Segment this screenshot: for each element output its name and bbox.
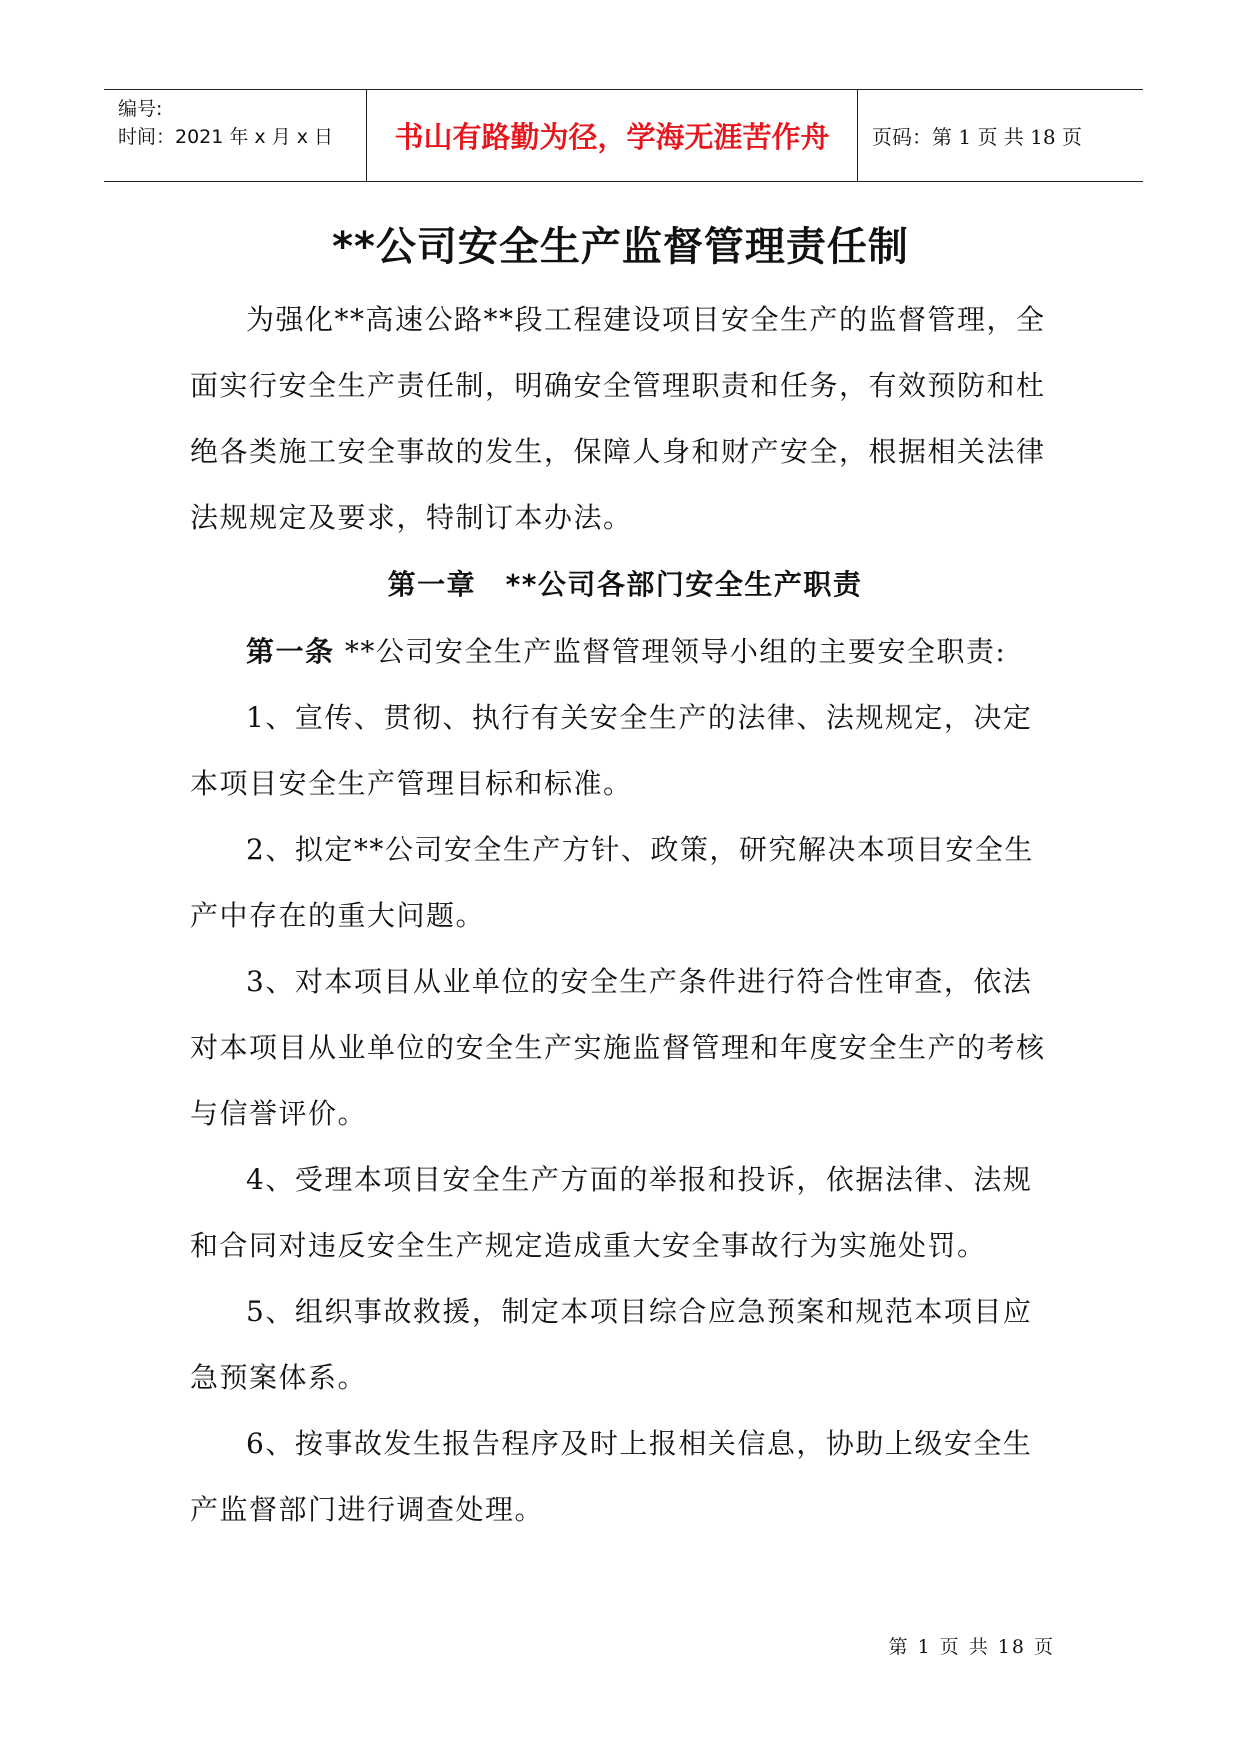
- number-label: 编号:: [118, 98, 163, 120]
- chapter-heading: 第一章 **公司各部门安全生产职责: [387, 568, 863, 601]
- article-label: 第一条: [246, 635, 335, 668]
- list-item: 2、拟定**公司安全生产方针、政策，研究解决本项目安全生产中存在的重大问题。: [190, 833, 1034, 932]
- page-footer: 第 1 页 共 18 页: [888, 1636, 1055, 1658]
- list-item: 6、按事故发生报告程序及时上报相关信息，协助上级安全生产监督部门进行调查处理。: [190, 1427, 1033, 1526]
- list-item: 5、组织事故救援，制定本项目综合应急预案和规范本项目应急预案体系。: [190, 1295, 1033, 1394]
- document-body: [190, 287, 1060, 1543]
- document-header: [104, 89, 1143, 182]
- header-slogan: 书山有路勤为径，学海无涯苦作舟: [367, 90, 858, 181]
- article-paragraph: [190, 619, 1060, 685]
- time-label: 时间：2021 年 x 月 x 日: [118, 126, 334, 148]
- list-item: 1、宣传、贯彻、执行有关安全生产的法律、法规规定，决定本项目安全生产管理目标和标准。: [190, 701, 1033, 800]
- intro-paragraph: 为强化**高速公路**段工程建设项目安全生产的监督管理，全面实行安全生产责任制，明确安全管理职责和任务，有效预防和杜绝各类施工安全事故的发生，保障人身和财产安全，根据相关法律法规规定及要求，特制订本办法。: [190, 303, 1046, 534]
- list-item: 4、受理本项目安全生产方面的举报和投诉，依据法律、法规和合同对违反安全生产规定造成重大安全事故行为实施处罚。: [190, 1163, 1033, 1262]
- list-item: 3、对本项目从业单位的安全生产条件进行符合性审查，依法对本项目从业单位的安全生产实施监督管理和年度安全生产的考核与信誉评价。: [190, 965, 1046, 1130]
- header-meta: [104, 90, 367, 181]
- document-title: **公司安全生产监督管理责任制: [332, 224, 909, 270]
- header-page-info: 页码：第 1 页 共 18 页: [872, 125, 1082, 149]
- article-text: **公司安全生产监督管理领导小组的主要安全职责:: [334, 635, 1007, 668]
